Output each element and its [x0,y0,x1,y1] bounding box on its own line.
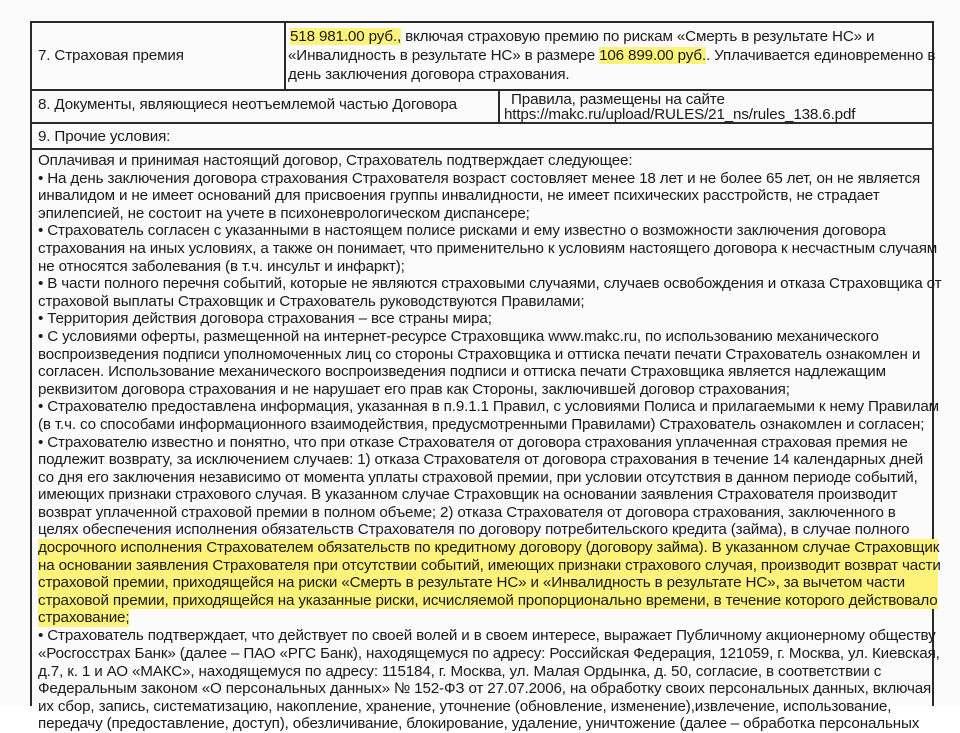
conditions-text [38,152,942,733]
disability-premium-amount: 106 899.00 руб. [599,47,707,64]
text-line: • Страхователю предоставлена информация, указанная в п.9.1.1 Правил, с условиями Полиса и прилагаемыми к нему Правилам [38,398,939,416]
text-line: • На день заключения договора страхования Страхователя возраст состовляет менее 18 лет и не более 65 лет, он не является [38,169,921,187]
text-line: страховой выплаты Страховщик и Страхователь руководствуются Правилами; [38,292,585,310]
text-line: • Территория действия договора страхования – все страны мира; [38,310,492,328]
text-line: (в т.ч. со способами информационного взаимодействия, предусмотренными Правилами) Страхователь ознакомлен и согласен; [38,415,925,433]
text-line-highlighted: страховой премии, приходящейся на риски «Смерть в результате НС» и «Инвалидность в результате НС», за вычетом части [38,574,938,592]
text-line: • В части полного перечня событий, которые не являются страховыми случаями, случаев освобождения и отказа Страховщика от [38,275,942,293]
text-line: подлежит возврату, за исключением случаев: 1) отказа Страхователя от договора страхования в течение 14 календарных дней [38,451,924,469]
text-line: эпилепсией, не состоит на учете в психоневрологическом диспансере; [38,204,530,222]
rules-url: https://makc.ru/upload/RULES/21_ns/rules_138.6.pdf [504,106,856,123]
text-line-highlighted: на основании заявления Страхователя при отсутствии событий, имеющих признаки страхового случая, производит возврат части [38,556,941,574]
text-line: имеющих признаки страхового случая. В указанном случае Страховщик на основании заявления Страхователя производит [38,486,898,504]
row-divider-9-body [30,148,934,150]
text-line: • Страхователю известно и понятно, что при отказе Страхователя от договора страхования уплаченная страховая премия не [38,433,908,451]
column-divider-row7 [284,21,286,91]
text-line: их сбор, запись, систематизацию, накопление, хранение, уточнение (обновление, изменение),извлечение, использование, [38,697,892,715]
text-line-highlighted: страхование; [38,609,130,627]
text-line: не относятся заболевания (в т.ч. инсульт и инфаркт); [38,257,405,275]
text-line: целях обеспечения исполнения обязательств Страхователя по договору потребительского кредита (займа), в случае полного [38,521,910,539]
rules-caption: Правила, размещены на сайте [511,91,725,108]
text-line: реквизитом договора страхования и не нарушает его прав как Стороны, заключившей договор страхования; [38,380,790,398]
premium-amount: 518 981.00 руб., [290,28,402,45]
text-line: страхования на иных условиях, а также он понимает, что применительно к условиям настоящего договора к несчастным случаям [38,239,938,257]
text-line: возврат уплаченной страховой премии в полном объеме; 2) отказа Страхователя от договора страхования, заключенного в [38,503,896,521]
text-line-highlighted: досрочного исполнения Страхователем обязательств по кредитному договору (договору займа). В указанном случае Страховщик [38,539,940,557]
text-line: согласен. Использование механического воспроизведения подписи и оттиска печати Страховщика является надлежащим [38,363,886,381]
text-line: воспроизведения подписи уполномоченных лиц со стороны Страховщика и оттиска печати печати Страхователь ознакомлен и [38,345,921,363]
text-line: «Росгосстрах Банк» (далее – ПАО «РГС Банк), находящемуся по адресу: Российская Федерация, 121059, г. Москва, ул. Киевская, [38,645,940,663]
row7-line1: 518 981.00 руб., включая страховую премию по рискам «Смерть в результате НС» и [290,28,875,45]
text-line: Федеральным законом «О персональных данных» № 152-ФЗ от 27.07.2006, на обработку своих персональных данных, включая [38,680,932,698]
table-border-top [30,21,934,23]
row8-label: 8. Документы, являющиеся неотъемлемой частью Договора [38,96,457,113]
row-divider-7-8 [30,89,934,91]
text-line: • Страхователь согласен с указанными в настоящем полисе рисками и ему известно о возможности заключения договора [38,222,886,240]
text-line: д.7, к. 1 и АО «МАКС», находящемуся по адресу: 115184, г. Москва, ул. Малая Ордынка, д. 50, согласие, в соответствии с [38,662,882,680]
row7-label: 7. Страховая премия [38,47,184,64]
text-line: со дня его заключения независимо от момента уплаты страховой премии, при условии отсутствия в данном периоде событий, [38,468,918,486]
row7-line3: день заключения договора страхования. [288,66,570,83]
text-line: Оплачивая и принимая настоящий договор, Страхователь подтверждает следующее: [38,152,633,169]
text-line: • Страхователь подтверждает, что действует по своей волей и в своем интересе, выражает Публичному акционерному обществу [38,627,936,645]
text-line: инвалидом и не имеет оснований для присвоения группы инвалидности, не имеет психических расстройств, не страдает [38,187,880,205]
column-divider-row8 [498,89,500,124]
text-line-highlighted: страховой премии, приходящейся на указанные риски, исчисляемой пропорционально времени, в течение которого действовало [38,591,938,609]
text-line: • С условиями оферты, размещенной на интернет-ресурсе Страховщика www.makc.ru, по использованию механического [38,327,879,345]
text-line: передачу (предоставление, доступ), обезличивание, блокирование, удаление, уничтожение (далее – обработка персональных [38,715,920,733]
row7-line2: «Инвалидность в результате НС» в размере 106 899.00 руб.. Уплачивается единовременно в [288,47,936,64]
row9-label: 9. Прочие условия: [38,128,171,145]
